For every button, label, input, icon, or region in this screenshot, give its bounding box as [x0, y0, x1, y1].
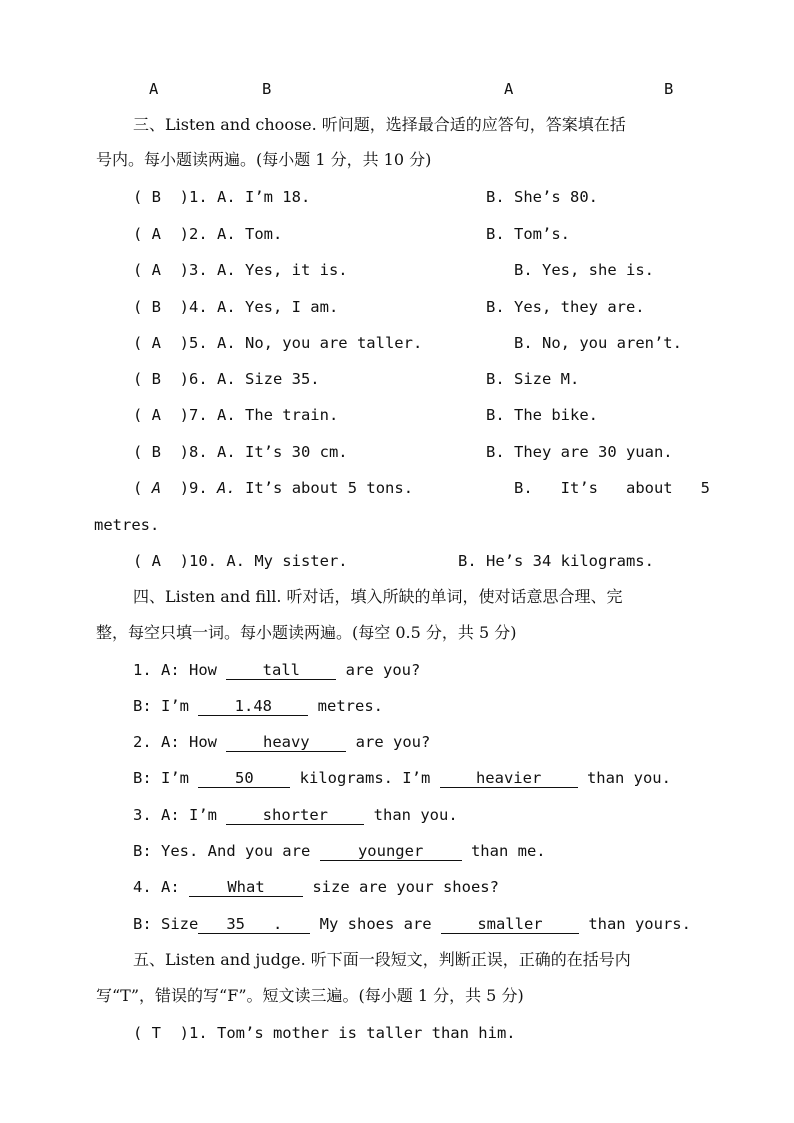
s3-item1-a: ( B )1. A. I’m 18.	[133, 188, 311, 206]
s4-l3-suffix: are you?	[346, 733, 431, 751]
s4-l4-suffix: than you.	[577, 769, 671, 787]
section4-title-cont: 整，每空只填一词。每小题读两遍。(每空 0.5 分，共 5 分)	[96, 623, 517, 642]
s4-l6-suffix: than me.	[461, 842, 546, 860]
s4-l1-prefix: 1. A: How	[133, 661, 227, 679]
s3-item2-a: ( A )2. A. Tom.	[133, 225, 283, 243]
s3-item5-b: B. No, you aren’t.	[514, 334, 682, 352]
s3-item7-a: ( A )7. A. The train.	[133, 406, 339, 424]
s4-l5-suffix: than you.	[364, 806, 458, 824]
s3-item10-b: B. He’s 34 kilograms.	[458, 552, 654, 570]
section3-title-cont: 号内。每小题读两遍。(每小题 1 分，共 10 分)	[96, 150, 432, 169]
s4-l2-blank: 1.48	[198, 697, 308, 716]
s3-item9-text: It’s about 5 tons.	[245, 479, 414, 497]
option-label-a-2: A	[504, 80, 514, 98]
s3-item9-answer: A	[151, 479, 162, 497]
s4-l8-blank1: 35 .	[198, 915, 310, 934]
s3-item9-b: B. It’s about 5	[514, 479, 710, 497]
s3-item2-b: B. Tom’s.	[486, 225, 570, 243]
section5-title-cont: 写“T”，错误的写“F”。短文读三遍。(每小题 1 分，共 5 分)	[96, 986, 524, 1005]
s3-item6-b: B. Size M.	[486, 370, 580, 388]
s4-l4-blank2: heavier	[440, 769, 578, 788]
s4-l5-prefix: 3. A: I’m	[133, 806, 227, 824]
s4-l8-suffix: than yours.	[578, 915, 691, 933]
s4-l7-blank: What	[189, 878, 303, 897]
s3-item4-a: ( B )4. A. Yes, I am.	[133, 298, 339, 316]
s3-item8-a: ( B )8. A. It’s 30 cm.	[133, 443, 348, 461]
s4-l7-suffix: size are your shoes?	[303, 878, 499, 896]
s4-l4-blank1: 50	[198, 769, 290, 788]
section3-title: 三、Listen and choose. 听问题，选择最合适的应答句，答案填在括	[133, 115, 626, 134]
s4-l8-middle: My shoes are	[310, 915, 441, 933]
s4-l1-blank: tall	[226, 661, 336, 680]
s4-l8-blank2: smaller	[441, 915, 579, 934]
s4-l3-prefix: 2. A: How	[133, 733, 227, 751]
s4-l1-suffix: are you?	[336, 661, 421, 679]
option-label-a-1: A	[149, 80, 159, 98]
s3-item10-a: ( A )10. A. My sister.	[133, 552, 348, 570]
s3-item4-b: B. Yes, they are.	[486, 298, 645, 316]
s4-l2-suffix: metres.	[308, 697, 383, 715]
s3-item9-open: (	[133, 479, 143, 497]
s4-line2	[133, 695, 383, 717]
section5-title: 五、Listen and judge. 听下面一段短文，判断正误，正确的在括号内	[133, 950, 631, 969]
s4-line5	[133, 804, 458, 826]
s4-line1	[133, 659, 420, 681]
s3-item3-a: ( A )3. A. Yes, it is.	[133, 261, 348, 279]
s3-item9-a-label: A.	[217, 479, 236, 497]
s4-l4-middle: kilograms. I’m	[290, 769, 440, 787]
s4-l3-blank: heavy	[226, 733, 346, 752]
s3-item7-b: B. The bike.	[486, 406, 598, 424]
s3-item9-mid: )9.	[179, 479, 208, 497]
s3-item3-b: B. Yes, she is.	[514, 261, 654, 279]
s4-line3	[133, 731, 430, 753]
s4-line4	[133, 767, 671, 789]
s3-item8-b: B. They are 30 yuan.	[486, 443, 673, 461]
s4-l2-prefix: B: I’m	[133, 697, 199, 715]
s4-line7	[133, 876, 499, 898]
s3-item1-b: B. She’s 80.	[486, 188, 598, 206]
s5-item1: ( T )1. Tom’s mother is taller than him.	[133, 1024, 516, 1042]
s3-item9-cont: metres.	[94, 516, 160, 534]
option-label-b-1: B	[262, 80, 272, 98]
s4-l7-prefix: 4. A:	[133, 878, 189, 896]
s3-item6-a: ( B )6. A. Size 35.	[133, 370, 320, 388]
s4-l4-prefix: B: I’m	[133, 769, 199, 787]
s3-item5-a: ( A )5. A. No, you are taller.	[133, 334, 423, 352]
s4-line8	[133, 913, 691, 935]
s4-l5-blank: shorter	[226, 806, 364, 825]
option-label-b-2: B	[664, 80, 674, 98]
s4-line6	[133, 840, 546, 862]
s4-l6-prefix: B: Yes. And you are	[133, 842, 320, 860]
section4-title: 四、Listen and fill. 听对话，填入所缺的单词，使对话意思合理、完	[133, 587, 623, 606]
s3-item9-a	[133, 477, 413, 499]
s4-l6-blank: younger	[320, 842, 462, 861]
s4-l8-prefix: B: Size	[133, 915, 199, 933]
